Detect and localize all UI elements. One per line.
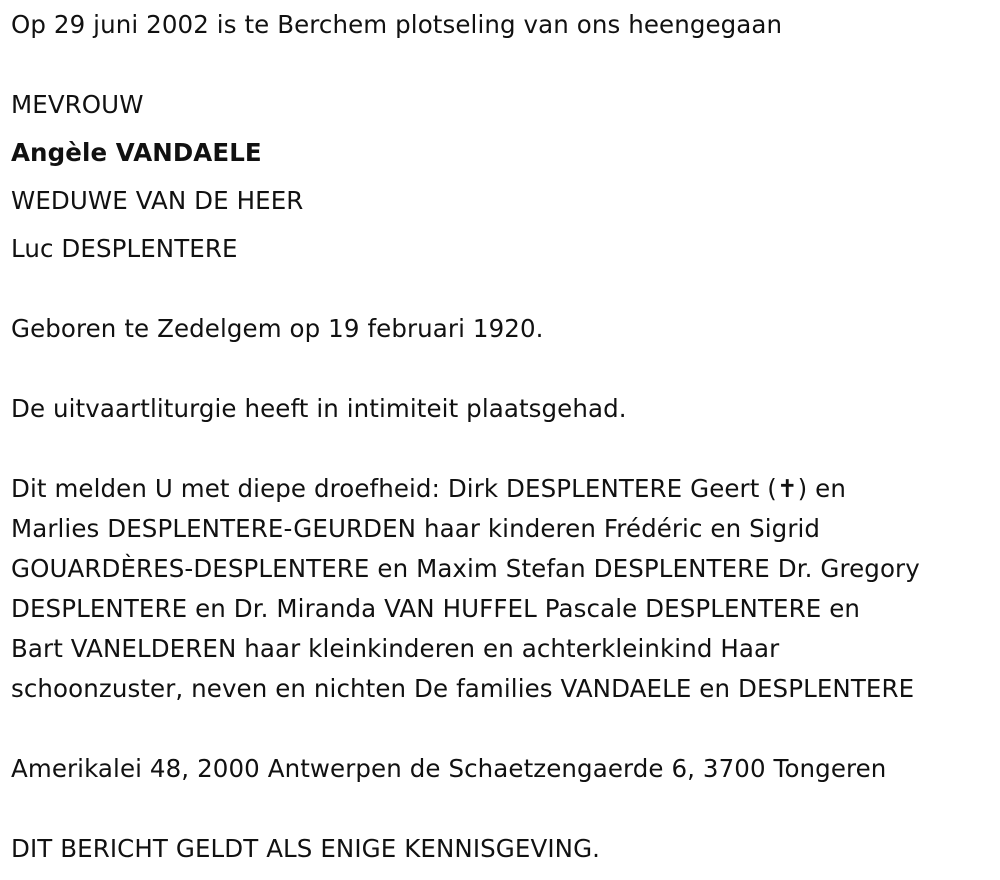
mourners-line: GOUARDÈRES-DESPLENTERE en Maxim Stefan DESPLENTERE Dr. Gregory bbox=[11, 554, 920, 583]
mourners-line: Dit melden U met diepe droefheid: Dirk DESPLENTERE Geert (✝) en bbox=[11, 474, 846, 503]
birth-text: Geboren te Zedelgem op 19 februari 1920. bbox=[11, 314, 544, 343]
deceased-name: Angèle VANDAELE bbox=[11, 138, 262, 167]
relation-text: WEDUWE VAN DE HEER bbox=[11, 186, 304, 215]
closing-text: DIT BERICHT GELDT ALS ENIGE KENNISGEVING. bbox=[11, 834, 601, 863]
mourners-line: DESPLENTERE en Dr. Miranda VAN HUFFEL Pascale DESPLENTERE en bbox=[11, 594, 861, 623]
mourners-paragraph bbox=[11, 469, 996, 709]
honorific: MEVROUW bbox=[11, 90, 144, 119]
spouse-name: Luc DESPLENTERE bbox=[11, 234, 238, 263]
funeral-text: De uitvaartliturgie heeft in intimiteit plaatsgehad. bbox=[11, 394, 627, 423]
mourners-line: Bart VANELDEREN haar kleinkinderen en achterkleinkind Haar bbox=[11, 634, 780, 663]
mourners-line: Marlies DESPLENTERE-GEURDEN haar kinderen Frédéric en Sigrid bbox=[11, 514, 821, 543]
addresses-text: Amerikalei 48, 2000 Antwerpen de Schaetzengaerde 6, 3700 Tongeren bbox=[11, 754, 887, 783]
mourners-line: schoonzuster, neven en nichten De families VANDAELE en DESPLENTERE bbox=[11, 674, 915, 703]
intro-text: Op 29 juni 2002 is te Berchem plotseling van ons heengegaan bbox=[11, 10, 783, 39]
